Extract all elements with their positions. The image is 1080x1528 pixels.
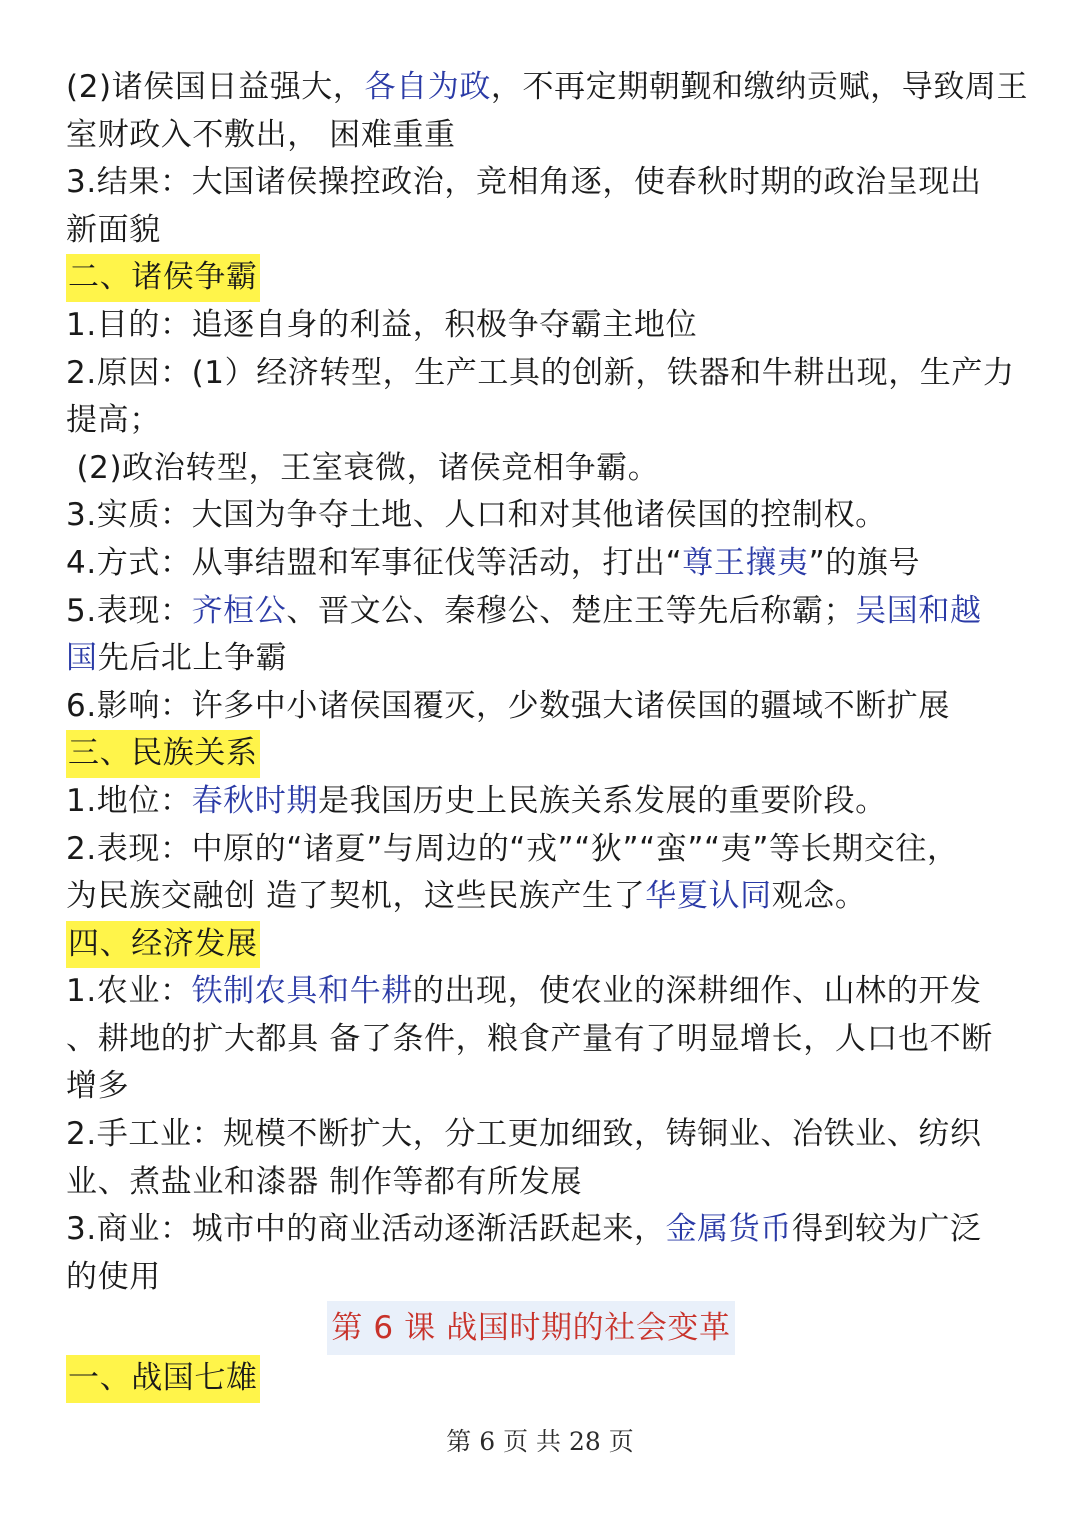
text-line: 5.表现：齐桓公、晋文公、秦穆公、楚庄王等先后称霸；吴国和越: [66, 592, 982, 629]
section-heading: 四、经济发展: [66, 921, 260, 969]
text-line: 4.方式：从事结盟和军事征伐等活动，打出“尊王攘夷”的旗号: [66, 544, 921, 581]
key-term: 吴国和越: [855, 592, 982, 629]
current-page-number: 6: [479, 1427, 496, 1456]
section-heading-row: [66, 254, 1016, 302]
text-line: 3.结果：大国诸侯操控政治，竞相角逐，使春秋时期的政治呈现出: [66, 164, 982, 201]
key-term: 铁制农具和牛耕: [191, 973, 413, 1010]
section-heading-row: [66, 1355, 1016, 1403]
page-number-footer: 第 6 页 共 28 页: [446, 1427, 634, 1456]
text-line: 1.农业：铁制农具和牛耕的出现，使农业的深耕细作、山林的开发: [66, 973, 982, 1010]
section-heading: 二、诸侯争霸: [66, 254, 260, 302]
key-term: 华夏认同: [645, 878, 772, 915]
key-term: 金属货币: [665, 1211, 792, 1248]
text-line: 提高；: [66, 402, 161, 439]
text-line: (2)诸侯国日益强大，各自为政，不再定期朝觐和缴纳贡赋，导致周王: [66, 69, 1029, 105]
key-term: 齐桓公: [191, 592, 287, 629]
document-page: [66, 64, 1029, 1403]
text-line: 2.表现：中原的“诸夏”与周边的“戎”“狄”“蛮”“夷”等长期交往，: [66, 830, 959, 867]
lesson-title: 第 6 课 战国时期的社会变革: [327, 1301, 734, 1355]
key-term: 各自为政: [364, 69, 491, 105]
lesson-title-row: [66, 1301, 1016, 1355]
section-heading-row: [66, 730, 1016, 778]
text-line: 3.商业：城市中的商业活动逐渐活跃起来，金属货币得到较为广泛: [66, 1211, 982, 1248]
text-line: 室财政入不敷出， 困难重重: [66, 116, 456, 153]
text-line: 3.实质：大国为争夺土地、人口和对其他诸侯国的控制权。: [66, 497, 887, 534]
text-line: 6.影响：许多中小诸侯国覆灭，少数强大诸侯国的疆域不断扩展: [66, 687, 950, 724]
text-line: (2)政治转型，王室衰微，诸侯竞相争霸。: [66, 449, 660, 486]
section-heading-row: [66, 921, 1016, 969]
text-line: 国先后北上争霸: [66, 640, 288, 677]
text-line: 1.地位：春秋时期是我国历史上民族关系发展的重要阶段。: [66, 782, 887, 819]
section-heading: 一、战国七雄: [66, 1355, 260, 1403]
total-pages-number: 28: [568, 1427, 601, 1456]
text-line: 2.手工业：规模不断扩大，分工更加细致，铸铜业、冶铁业、纺织: [66, 1116, 982, 1153]
text-line: 2.原因：(1）经济转型，生产工具的创新，铁器和牛耕出现，生产力: [66, 354, 1015, 391]
key-term: 尊王攘夷: [682, 544, 809, 581]
text-line: 业、煮盐业和漆器 制作等都有所发展: [66, 1163, 583, 1200]
text-line: 为民族交融创 造了契机，这些民族产生了华夏认同观念。: [66, 878, 867, 915]
text-line: 增多: [66, 1068, 130, 1105]
text-line: 、耕地的扩大都具 备了条件，粮食产量有了明显增长，人口也不断: [66, 1020, 993, 1057]
text-line: 的使用: [66, 1258, 161, 1295]
key-term: 春秋时期: [191, 782, 318, 819]
key-term: 国: [66, 640, 98, 677]
text-line: 1.目的：追逐自身的利益，积极争夺霸主地位: [66, 306, 698, 343]
text-line: 新面貌: [66, 211, 161, 248]
section-heading: 三、民族关系: [66, 730, 260, 778]
